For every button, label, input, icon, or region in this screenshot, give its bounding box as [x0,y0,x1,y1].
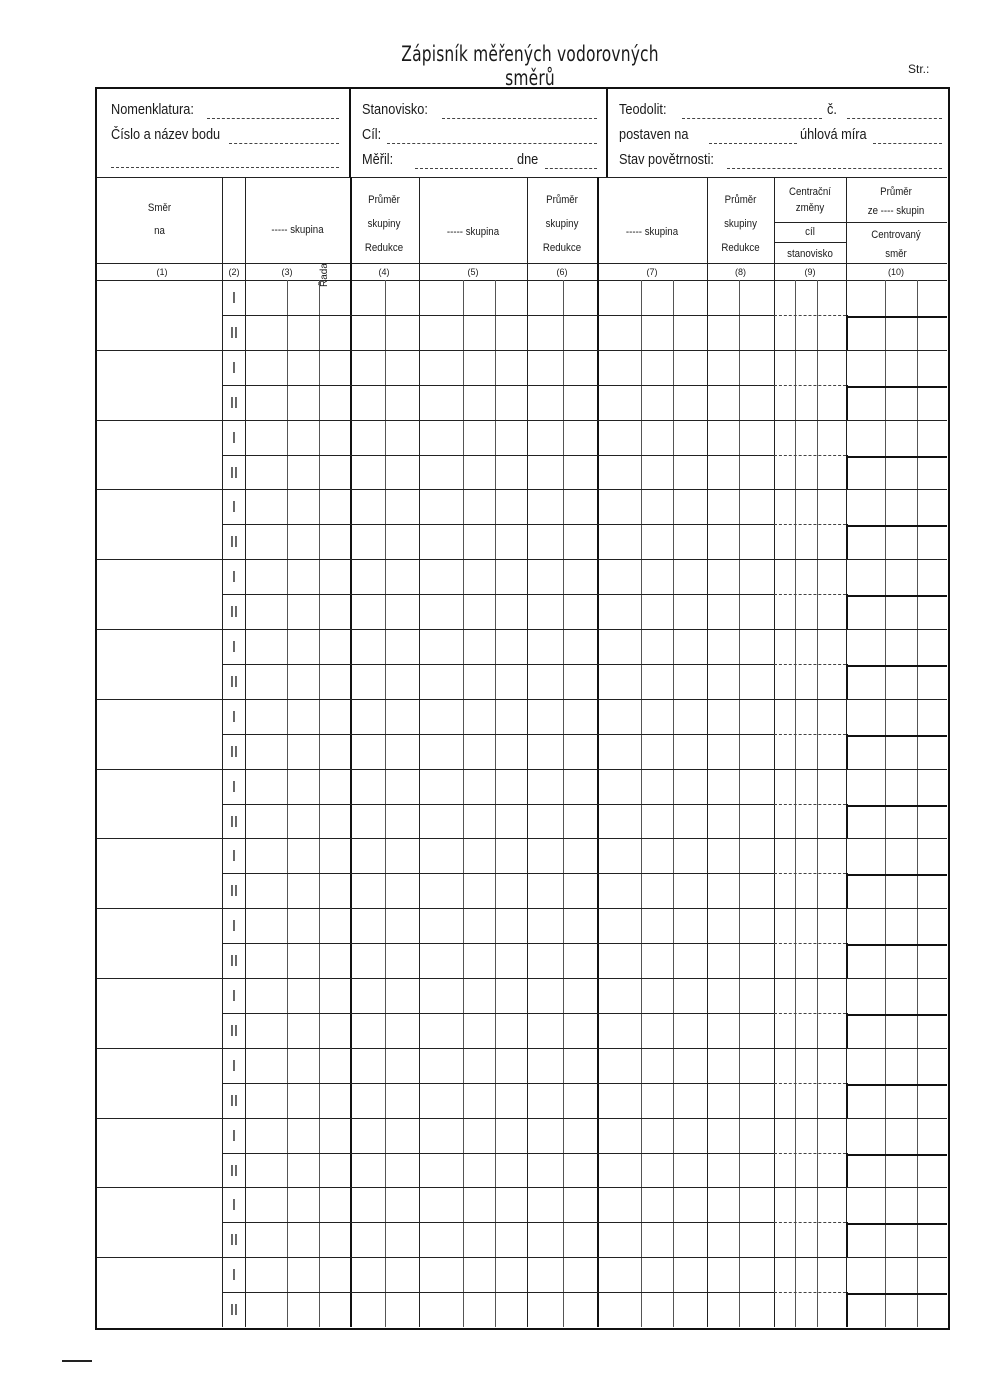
row-separator [97,838,947,839]
centrace-dash-separator [774,385,846,386]
result-box-top [846,316,947,318]
series-label-II: II [230,323,238,342]
col-redukce-8-label: Redukce [721,242,760,254]
result-box-left [846,1013,848,1048]
col-cil-label: cíl [805,226,815,238]
result-box-top [846,1223,947,1225]
result-box-top [846,1293,947,1295]
centrace-dash-separator [774,455,846,456]
col-number: (2) [228,267,240,277]
half-row-separator [222,315,774,316]
meril-field[interactable] [415,168,513,169]
meril-label: Měřil: [362,151,394,168]
series-label-I: I [232,638,236,656]
series-label-II: II [230,672,238,691]
series-label-I: I [232,568,236,587]
col-number: (9) [804,267,816,277]
result-box-left [846,734,848,769]
series-label-II: II [230,742,238,761]
col-number: (6) [556,267,568,277]
series-label-II: II [230,1161,238,1180]
nomenklatura-label: Nomenklatura: [111,101,194,118]
row-separator [97,699,947,700]
row-separator [97,1257,947,1258]
result-box-top [846,735,947,737]
row-separator [97,559,947,560]
result-box-left [846,943,848,978]
col-number: (5) [467,267,479,277]
half-row-separator [222,1013,774,1014]
col-skupiny-6-label: skupiny [545,218,579,230]
series-label-II: II [230,1091,238,1110]
series-label-I: I [232,289,236,307]
stanovisko-label: Stanovisko: [362,101,428,118]
centrace-dash-separator [774,734,846,735]
cislo-field[interactable] [847,118,942,119]
col-redukce-6-label: Redukce [542,242,582,254]
result-box-top [846,944,947,946]
col-skupiny-8-label: skupiny [724,218,757,230]
row-separator [97,1187,947,1188]
half-row-separator [222,804,774,805]
measurement-form [95,87,950,1330]
col-number: (4) [378,267,390,277]
half-row-separator [222,1083,774,1084]
nomenklatura-field[interactable] [207,118,339,119]
col-number: (1) [156,267,168,277]
row-separator [97,1118,947,1119]
centrace-dash-separator [774,1013,846,1014]
col-prumer-6-label: Průměr [546,194,578,206]
centrace-dash-separator [774,1222,846,1223]
half-row-separator [222,943,774,944]
cil-field[interactable] [387,143,597,144]
row-separator [97,769,947,770]
half-row-separator [222,594,774,595]
result-box-top [846,595,947,597]
series-label-II: II [230,952,238,971]
result-box-left [846,1083,848,1118]
series-label-I: I [232,1056,236,1075]
centrace-dash-separator [774,1083,846,1084]
cil-label: Cíl: [362,126,382,143]
centrace-dash-separator [774,664,846,665]
col-centracni-label: Centrační [789,186,831,198]
series-label-I: I [232,847,236,866]
result-box-top [846,665,947,667]
series-label-II: II [230,533,238,552]
result-box-left [846,873,848,908]
cislo-nazev-label: Číslo a název bodu [111,126,221,143]
col-number: (10) [887,267,904,277]
col-prumer-10-label: Průměr [880,186,912,198]
series-label-I: I [232,358,236,377]
result-box-left [846,455,848,490]
result-box-top [846,1014,947,1016]
result-box-left [846,1153,848,1188]
result-box-left [846,385,848,420]
centrace-dash-separator [774,594,846,595]
col-na-label: na [154,225,165,237]
result-box-left [846,1292,848,1327]
col-skupina-7-label: ----- skupina [625,226,679,238]
centrace-dash-separator [774,315,846,316]
result-box-left [846,664,848,699]
result-box-top [846,456,947,458]
result-box-top [846,1084,947,1086]
col-zmeny-label: změny [795,202,825,214]
result-box-top [846,525,947,527]
row-separator [97,350,947,351]
series-label-I: I [232,987,236,1005]
centrace-dash-separator [774,873,846,874]
series-label-II: II [230,812,238,831]
series-label-I: I [232,777,236,796]
dne-field[interactable] [545,168,597,169]
half-row-separator [222,1292,774,1293]
series-label-I: I [232,1266,236,1285]
result-box-top [846,805,947,807]
row-separator [97,908,947,909]
stav-povetrnosti-label: Stav povětrnosti: [619,151,714,168]
cislo-nazev-field[interactable] [229,143,339,144]
col-number: (3) [281,267,293,277]
series-label-II: II [230,1021,238,1040]
series-label-I: I [232,707,236,726]
col-skupina-3-label: ----- skupina [271,224,324,236]
series-label-II: II [230,1301,238,1320]
postaven-na-label: postaven na [619,126,689,143]
half-row-separator [222,1153,774,1154]
row-separator [97,629,947,630]
centrace-dash-separator [774,804,846,805]
uhlova-mira-label: úhlová míra [800,126,867,143]
col-stanovisko-label: stanovisko [787,248,833,260]
col-smer-10-label: směr [885,248,907,260]
series-label-I: I [232,498,236,517]
result-box-left [846,524,848,559]
series-label-II: II [230,393,238,412]
result-box-left [846,1222,848,1257]
half-row-separator [222,734,774,735]
dne-label: dne [517,151,539,168]
half-row-separator [222,455,774,456]
col-ze-skupin-label: ze ---- skupin [867,205,925,217]
result-box-left [846,594,848,629]
row-separator [97,978,947,979]
cislo-label: č. [827,101,837,118]
teodolit-label: Teodolit: [619,101,667,118]
col-skupiny-4-label: skupiny [367,218,401,230]
uhlova-mira-field[interactable] [873,143,942,144]
series-label-I: I [232,1126,236,1145]
col-skupina-5-label: ----- skupina [446,226,500,238]
result-box-left [846,315,848,350]
col-prumer-4-label: Průměr [368,194,400,206]
result-box-top [846,874,947,876]
col-number: (8) [735,267,746,277]
half-row-separator [222,1222,774,1223]
centrace-dash-separator [774,524,846,525]
page-title: Zápisník měřených vodorovných směrů [401,42,659,90]
half-row-separator [222,873,774,874]
series-label-I: I [232,428,236,447]
series-label-I: I [232,1196,236,1215]
col-smer-label: Směr [147,202,172,214]
row-separator [97,420,947,421]
half-row-separator [222,524,774,525]
centrace-dash-separator [774,1153,846,1154]
series-label-II: II [230,1231,238,1250]
stav-povetrnosti-field[interactable] [727,168,942,169]
cislo-nazev-field-2[interactable] [111,167,339,168]
row-separator [97,489,947,490]
series-label-II: II [230,463,238,482]
half-row-separator [222,664,774,665]
centrace-dash-separator [774,943,846,944]
col-prumer-8-label: Průměr [724,194,757,206]
page-number-label: Str.: [908,62,930,76]
centrace-dash-separator [774,1292,846,1293]
col-centrovany-label: Centrovaný [871,229,921,241]
series-label-II: II [230,603,238,622]
series-label-I: I [232,917,236,936]
result-box-left [846,804,848,839]
row-separator [97,1048,947,1049]
postaven-na-field[interactable] [709,143,797,144]
col-number: (7) [646,267,658,277]
teodolit-field[interactable] [682,118,822,119]
result-box-top [846,1154,947,1156]
series-label-II: II [230,882,238,901]
stanovisko-field[interactable] [442,118,597,119]
col-redukce-4-label: Redukce [364,242,404,254]
result-box-top [846,386,947,388]
col-rada-label: Řada [319,263,330,287]
half-row-separator [222,385,774,386]
